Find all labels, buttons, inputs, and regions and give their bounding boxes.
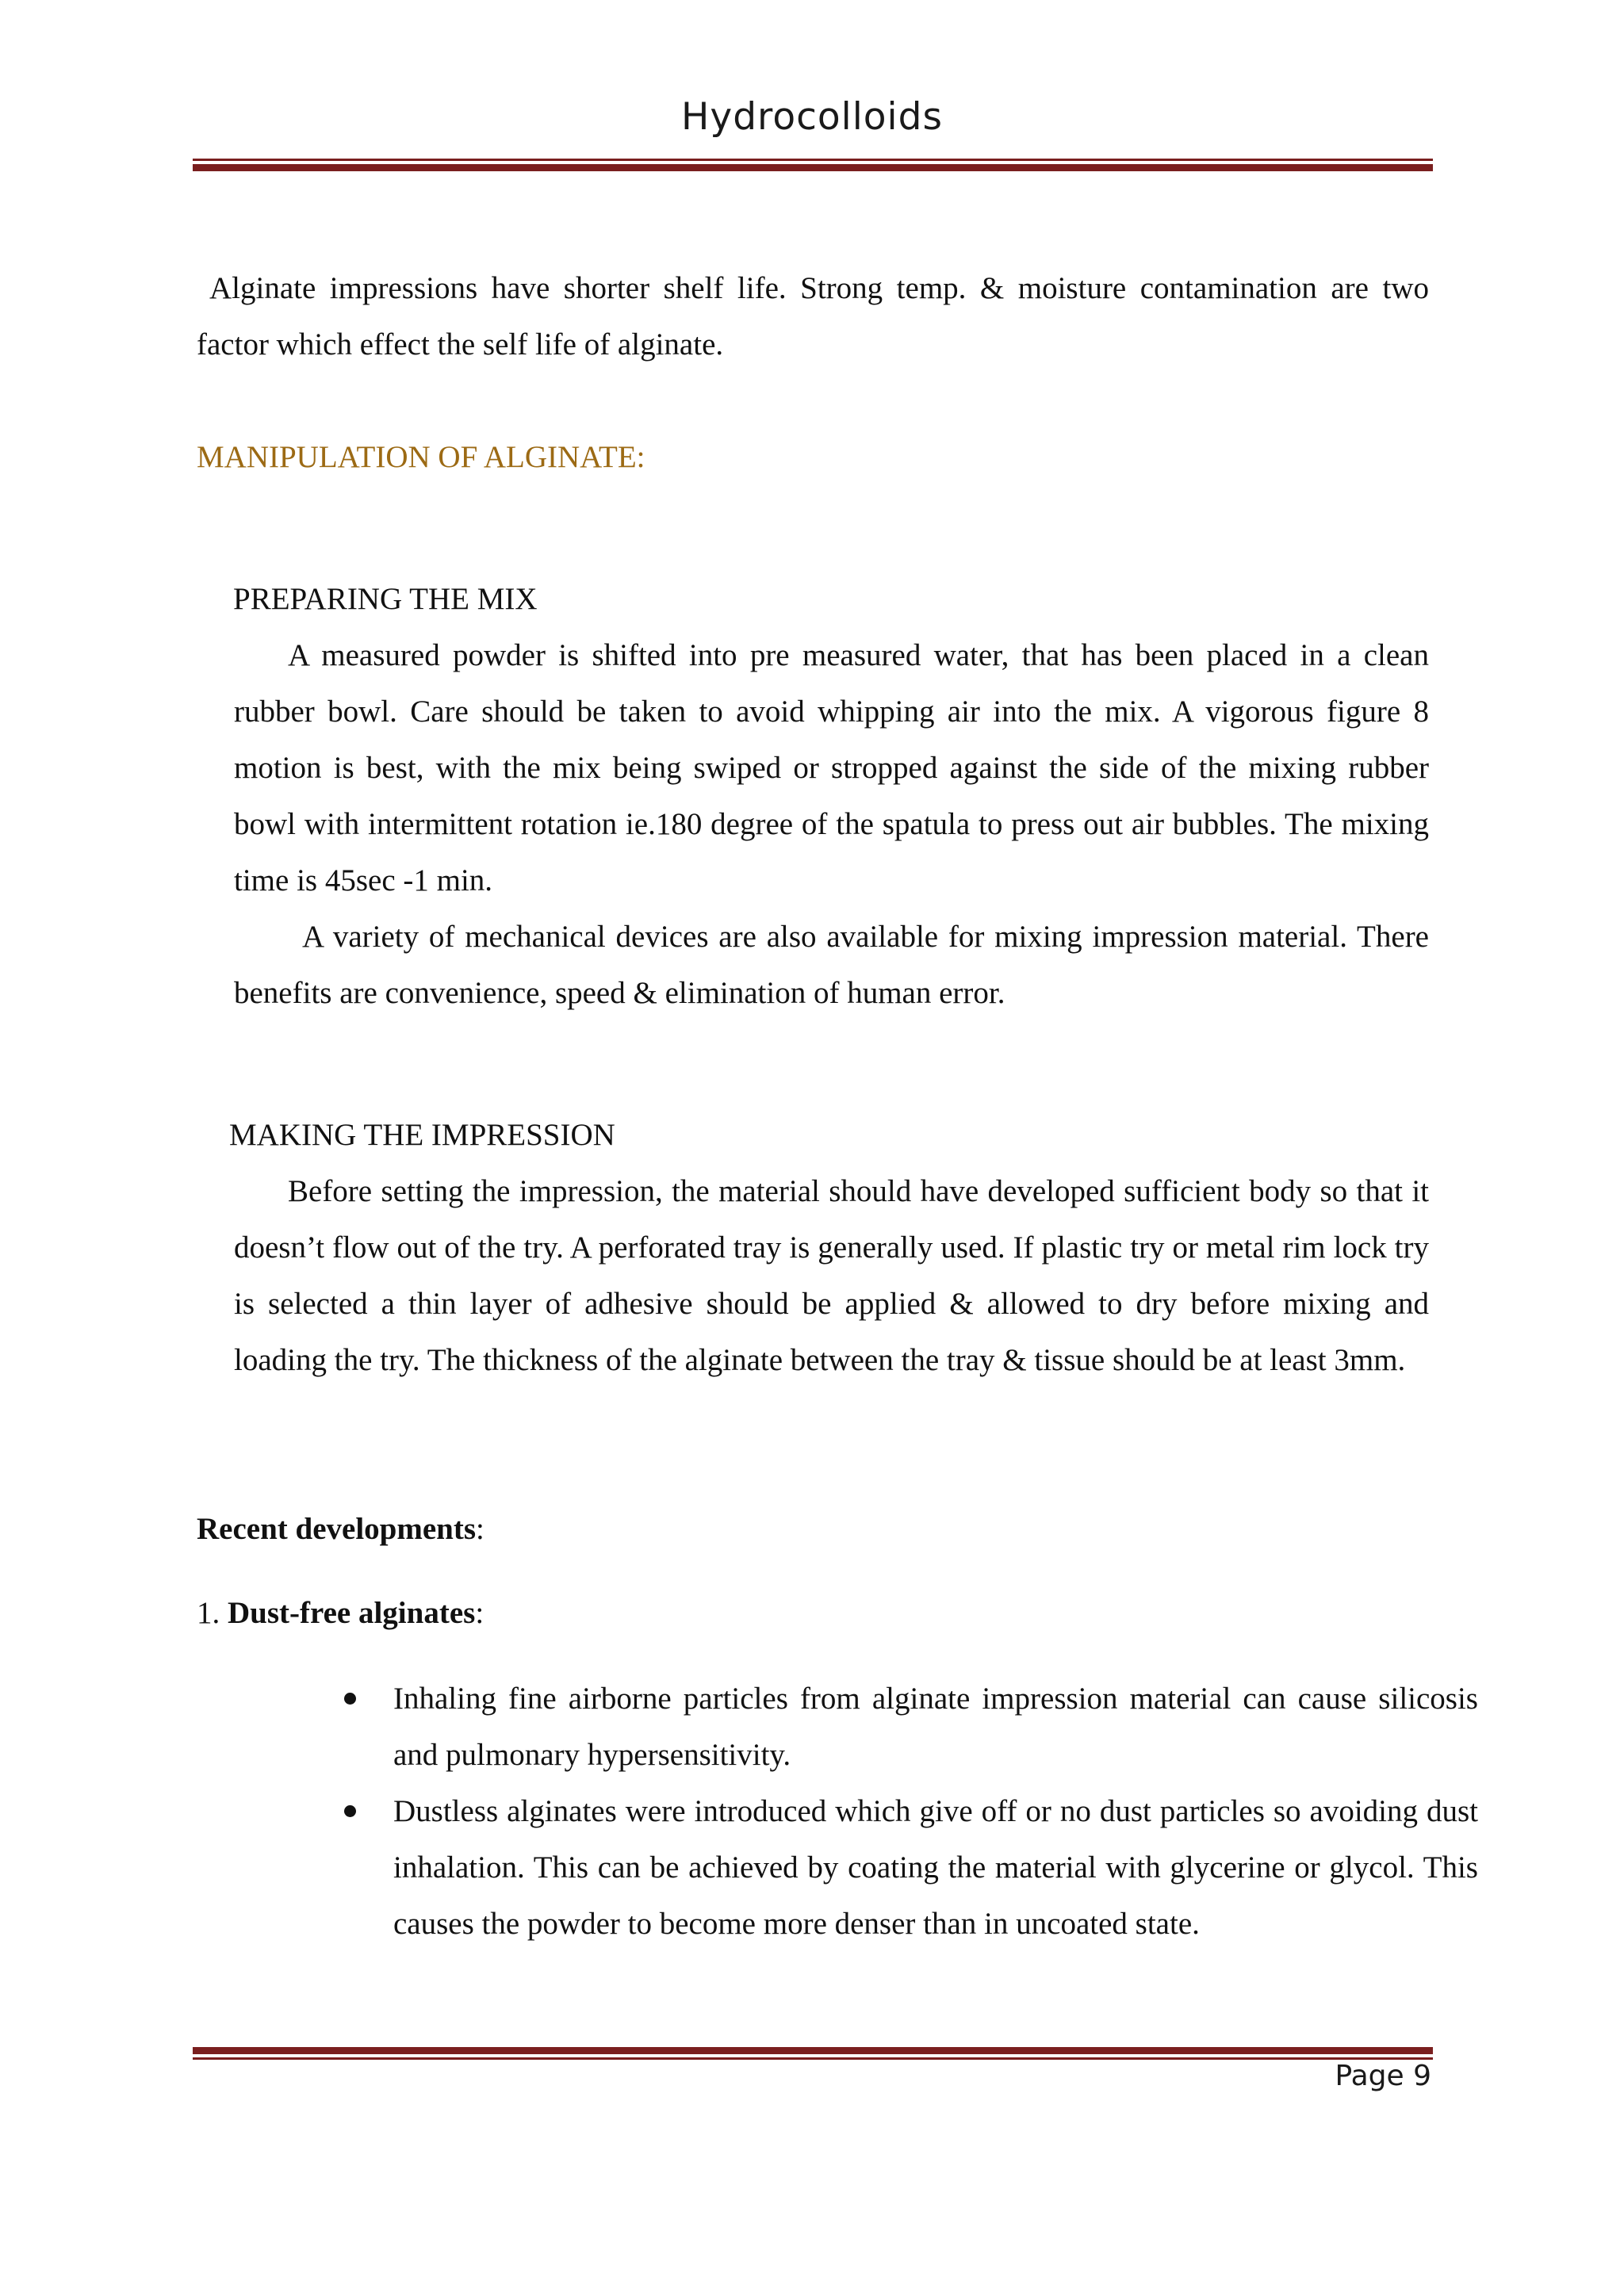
- dust-free-heading: [197, 1585, 484, 1641]
- bullet-text: Dustless alginates were introduced which give off or no dust particles so avoiding dust inhalation. This can be achieved by coating the material with glycerine or glycol. This causes the powder to become more denser than in uncoated state.: [393, 1794, 1478, 1941]
- footer-rule: [193, 2047, 1433, 2060]
- dust-free-bullet-list: [333, 1670, 1478, 1952]
- preparing-mix-body: [234, 627, 1429, 1021]
- preparing-mix-heading: PREPARING THE MIX: [233, 582, 538, 616]
- page-number: Page 9: [1335, 2060, 1431, 2092]
- recent-developments-label: Recent developments: [197, 1512, 477, 1546]
- bullet-item: [333, 1670, 1478, 1783]
- intro-paragraph: Alginate impressions have shorter shelf life. Strong temp. & moisture contamination are two factor which effect the self life of alginate.: [197, 271, 1429, 362]
- bullet-text: Inhaling fine airborne particles from alginate impression material can cause silicosis and pulmonary hypersensitivity.: [393, 1682, 1478, 1772]
- section-heading: MANIPULATION OF ALGINATE:: [197, 440, 645, 474]
- bullet-item: [333, 1783, 1478, 1952]
- preparing-mix-paragraph-2: A variety of mechanical devices are also available for mixing impression material. There benefits are convenience, speed & elimination of human error.: [234, 920, 1429, 1010]
- dust-free-number: 1.: [197, 1596, 220, 1630]
- bullet-dot-icon: [344, 1805, 356, 1817]
- recent-developments-heading: [197, 1501, 485, 1557]
- dust-free-label: Dust-free alginates: [228, 1596, 476, 1630]
- preparing-mix-paragraph-1: A measured powder is shifted into pre measured water, that has been placed in a clean rubber bowl. Care should be taken to avoid whipping air into the mix. A vigorous figure 8 motion is best, with the mix being swiped or stropped against the side of the mixing rubber bowl with intermittent rotation ie.180 degree of the spatula to press out air bubbles. The mixing time is 45sec -1 min.: [234, 638, 1429, 897]
- making-impression-paragraph: Before setting the impression, the material should have developed sufficient body so that it doesn’t flow out of the try. A perforated tray is generally used. If plastic try or metal rim lock try is selected a thin layer of adhesive should be applied & allowed to dry before mixing and loading the try. The thickness of the alginate between the tray & tissue should be at least 3mm.: [234, 1174, 1429, 1377]
- recent-developments-colon: :: [476, 1512, 485, 1546]
- bullet-dot-icon: [344, 1693, 356, 1705]
- header-rule: [193, 159, 1433, 171]
- page-header-title: Hydrocolloids: [681, 95, 943, 139]
- making-impression-heading: MAKING THE IMPRESSION: [229, 1118, 615, 1152]
- dust-free-colon: :: [475, 1596, 485, 1630]
